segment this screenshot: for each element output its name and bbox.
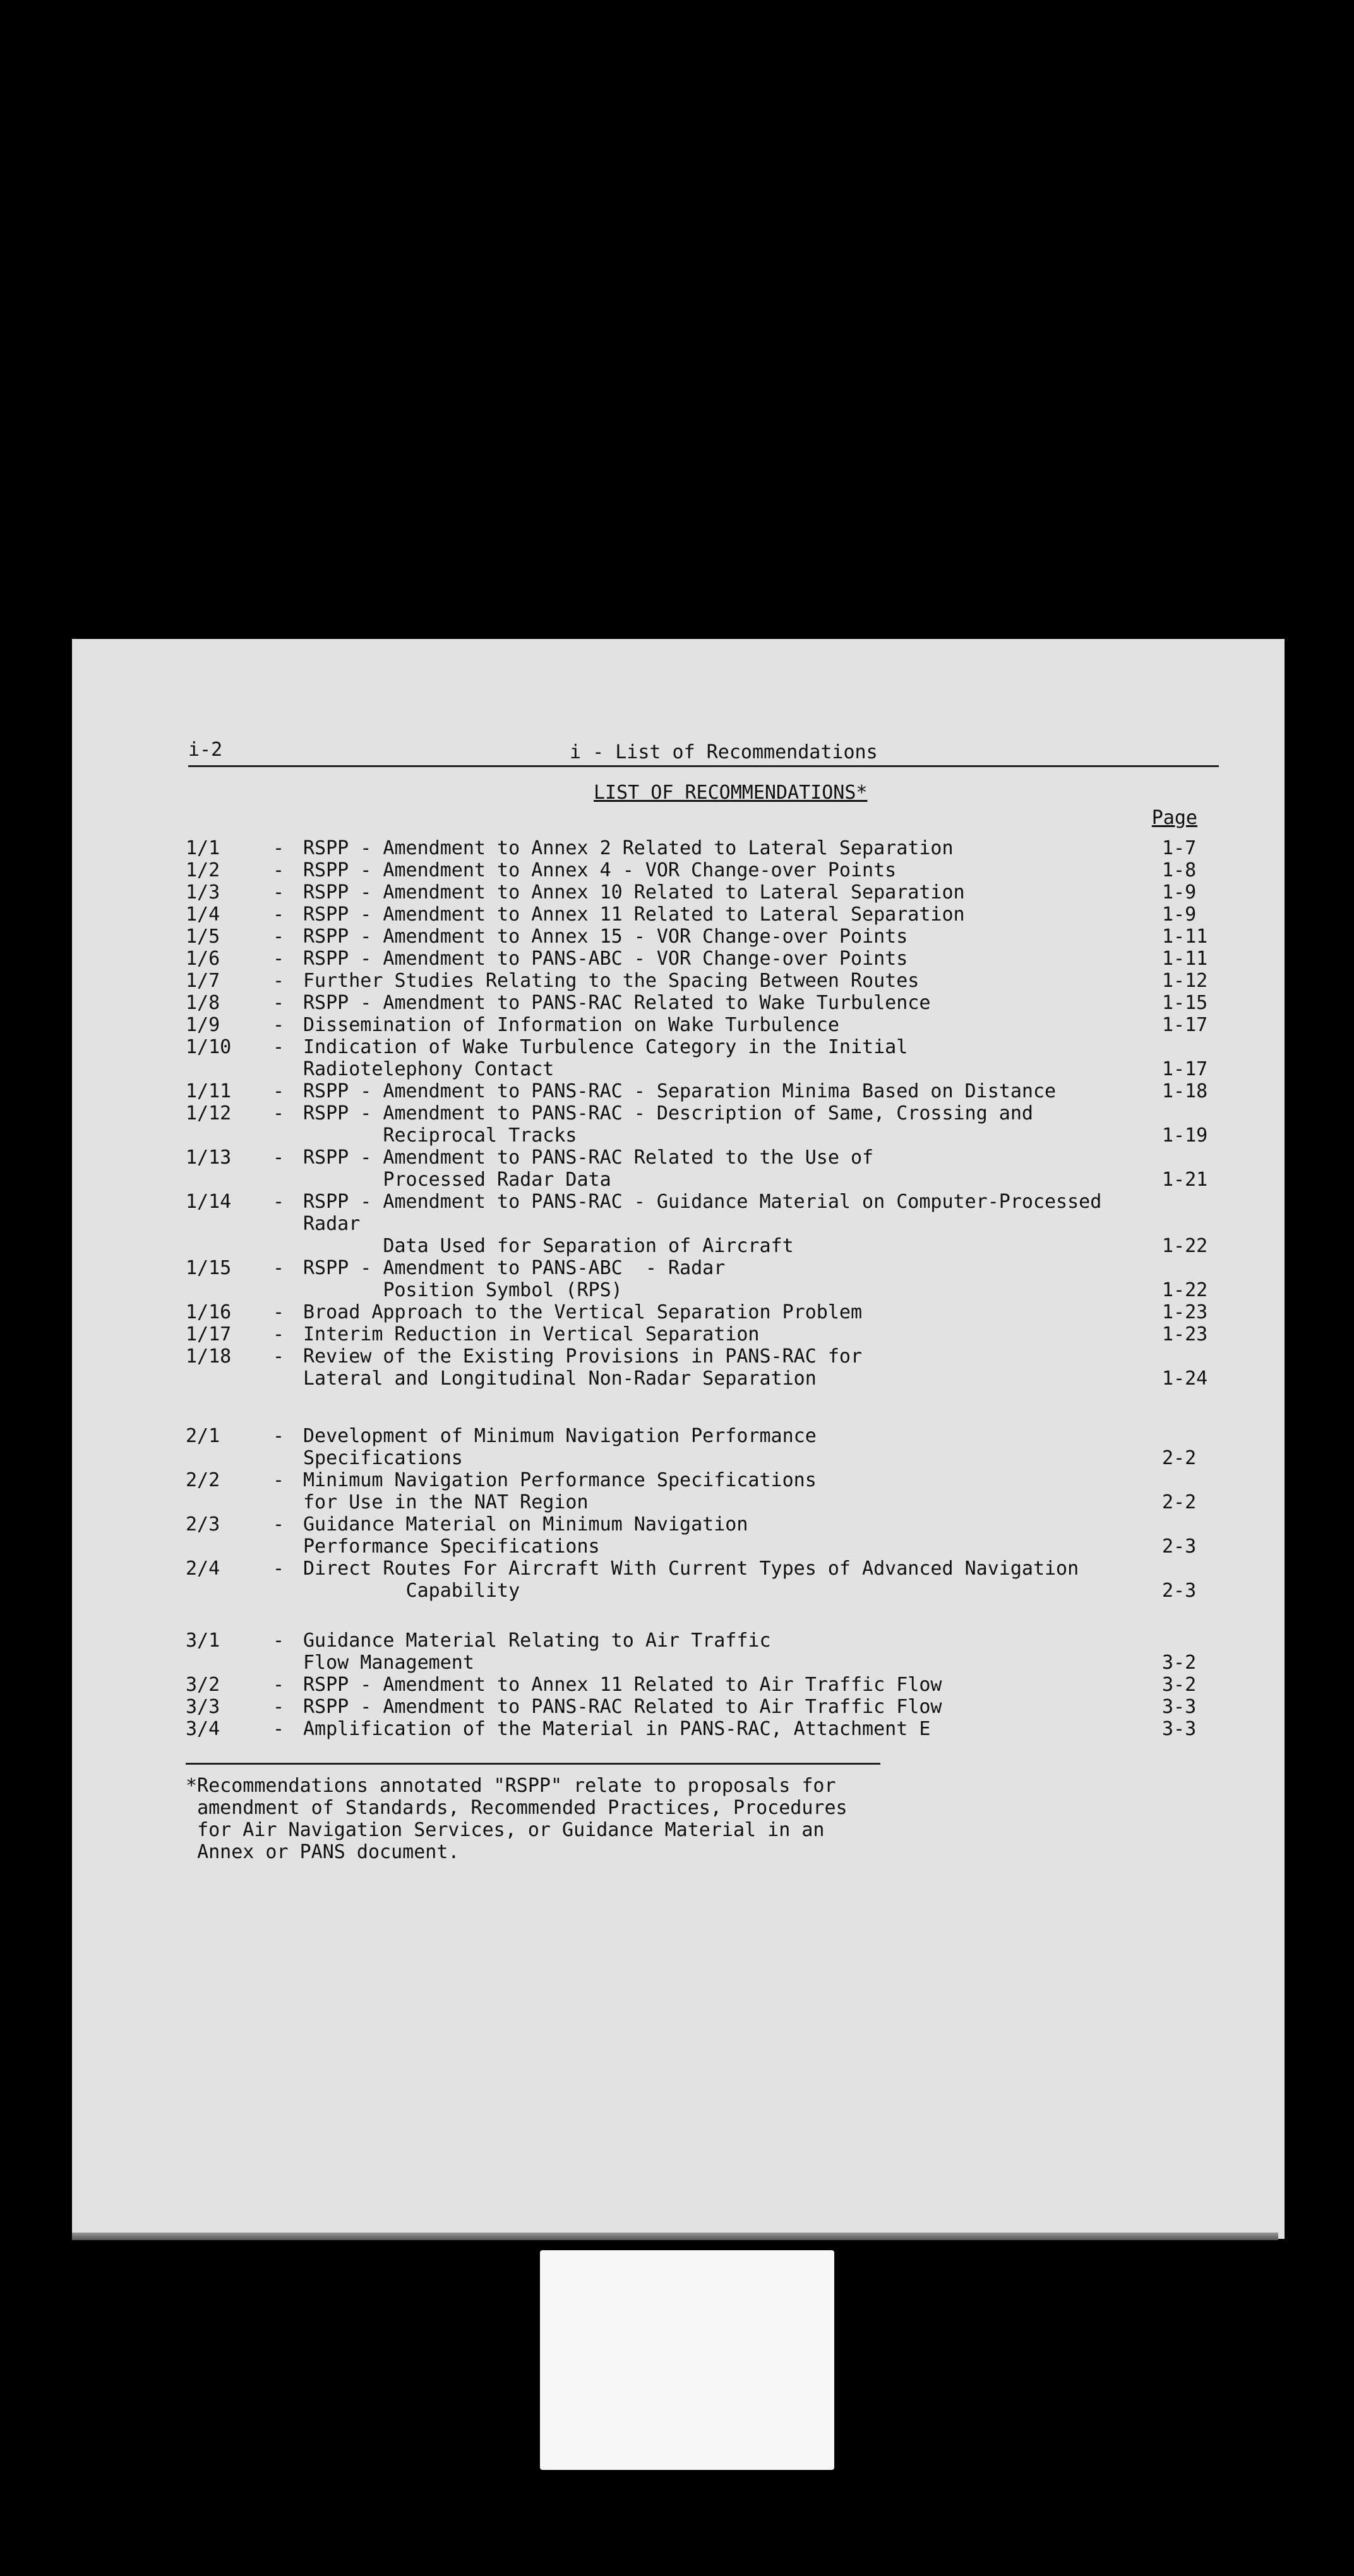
recommendation-dash: - bbox=[273, 1301, 285, 1323]
recommendation-title: Interim Reduction in Vertical Separation bbox=[303, 1323, 760, 1345]
recommendation-row bbox=[186, 837, 1219, 859]
group-spacer bbox=[186, 1390, 1219, 1425]
recommendation-title: RSPP - Amendment to PANS-RAC Related to Air Traffic Flow bbox=[303, 1696, 942, 1718]
recommendation-title: RSPP - Amendment to Annex 11 Related to Air Traffic Flow bbox=[303, 1674, 942, 1696]
recommendation-page: 1-23 bbox=[1162, 1301, 1208, 1323]
recommendation-number: 1/1 bbox=[186, 837, 220, 859]
recommendation-dash: - bbox=[273, 1513, 285, 1535]
recommendation-dash: - bbox=[273, 1696, 285, 1718]
recommendation-dash: - bbox=[273, 1718, 285, 1740]
running-header bbox=[188, 734, 1219, 767]
recommendation-number: 1/5 bbox=[186, 926, 220, 948]
recommendation-dash: - bbox=[273, 859, 285, 881]
recommendation-number: 1/6 bbox=[186, 948, 220, 970]
recommendation-dash: - bbox=[273, 948, 285, 970]
recommendation-number: 1/2 bbox=[186, 859, 220, 881]
recommendation-page: 2-2 bbox=[1162, 1491, 1197, 1513]
group-spacer bbox=[186, 1602, 1219, 1630]
footnote: *Recommendations annotated "RSPP" relate to proposals for amendment of Standards, Recommended Practices, Procedures for Air Navigation Services, or Guidance Material in an Annex or PANS document. bbox=[186, 1763, 880, 1863]
recommendation-number: 1/3 bbox=[186, 881, 220, 903]
recommendation-number: 1/13 bbox=[186, 1147, 232, 1169]
recommendation-page: 1-12 bbox=[1162, 970, 1208, 992]
recommendation-dash: - bbox=[273, 1147, 285, 1169]
recommendation-row bbox=[186, 948, 1219, 970]
recommendation-page: 1-9 bbox=[1162, 903, 1197, 926]
recommendation-title: Review of the Existing Provisions in PANS-RAC for Lateral and Longitudinal Non-Radar Separation bbox=[303, 1345, 863, 1390]
recommendation-number: 3/4 bbox=[186, 1718, 220, 1740]
recommendation-dash: - bbox=[273, 1080, 285, 1102]
recommendation-page: 3-3 bbox=[1162, 1718, 1197, 1740]
list-title: LIST OF RECOMMENDATIONS* bbox=[594, 782, 868, 804]
recommendation-number: 1/8 bbox=[186, 992, 220, 1014]
recommendation-number: 1/16 bbox=[186, 1301, 232, 1323]
recommendation-title: Indication of Wake Turbulence Category in the Initial Radiotelephony Contact bbox=[303, 1036, 908, 1080]
recommendation-page: 1-8 bbox=[1162, 859, 1197, 881]
recommendation-row bbox=[186, 1257, 1219, 1301]
recommendation-number: 1/9 bbox=[186, 1014, 220, 1036]
recommendation-title: Direct Routes For Aircraft With Current Types of Advanced Navigation Capability bbox=[303, 1558, 1079, 1602]
recommendation-row bbox=[186, 859, 1219, 881]
recommendation-number: 1/11 bbox=[186, 1080, 232, 1102]
recommendation-row bbox=[186, 1425, 1219, 1469]
recommendation-row bbox=[186, 1102, 1219, 1147]
recommendation-title: RSPP - Amendment to PANS-RAC - Guidance Material on Computer-Processed Radar Data Used for Separation of Aircraft bbox=[303, 1191, 1102, 1257]
recommendation-title: RSPP - Amendment to PANS-ABC - VOR Change-over Points bbox=[303, 948, 908, 970]
recommendation-page: 2-3 bbox=[1162, 1535, 1197, 1558]
recommendation-dash: - bbox=[273, 1425, 285, 1447]
recommendation-number: 1/10 bbox=[186, 1036, 232, 1058]
recommendation-page: 1-18 bbox=[1162, 1080, 1208, 1102]
recommendation-row bbox=[186, 1696, 1219, 1718]
recommendation-page: 1-24 bbox=[1162, 1368, 1208, 1390]
recommendation-dash: - bbox=[273, 1345, 285, 1368]
recommendation-number: 2/1 bbox=[186, 1425, 220, 1447]
recommendation-page: 1-11 bbox=[1162, 926, 1208, 948]
recommendation-dash: - bbox=[273, 926, 285, 948]
blank-label-card bbox=[540, 2250, 834, 2470]
recommendation-dash: - bbox=[273, 881, 285, 903]
recommendation-dash: - bbox=[273, 1469, 285, 1491]
recommendation-page: 2-3 bbox=[1162, 1580, 1197, 1602]
recommendation-dash: - bbox=[273, 903, 285, 926]
recommendation-row bbox=[186, 1080, 1219, 1102]
recommendation-title: RSPP - Amendment to PANS-RAC - Separation Minima Based on Distance bbox=[303, 1080, 1057, 1102]
recommendation-page: 1-23 bbox=[1162, 1323, 1208, 1345]
recommendation-row bbox=[186, 1513, 1219, 1558]
recommendation-dash: - bbox=[273, 1036, 285, 1058]
recommendation-page: 1-7 bbox=[1162, 837, 1197, 859]
recommendation-title: RSPP - Amendment to Annex 2 Related to Lateral Separation bbox=[303, 837, 954, 859]
recommendation-row bbox=[186, 881, 1219, 903]
recommendation-page: 1-17 bbox=[1162, 1058, 1208, 1080]
page-column-heading: Page bbox=[1151, 807, 1197, 829]
recommendation-page: 1-17 bbox=[1162, 1014, 1208, 1036]
recommendation-title: RSPP - Amendment to Annex 11 Related to Lateral Separation bbox=[303, 903, 965, 926]
recommendation-dash: - bbox=[273, 1558, 285, 1580]
recommendation-row bbox=[186, 903, 1219, 926]
recommendation-number: 3/1 bbox=[186, 1630, 220, 1652]
recommendation-page: 1-22 bbox=[1162, 1235, 1208, 1257]
recommendation-dash: - bbox=[273, 1630, 285, 1652]
recommendation-title: Amplification of the Material in PANS-RAC, Attachment E bbox=[303, 1718, 931, 1740]
recommendation-number: 1/15 bbox=[186, 1257, 232, 1279]
recommendation-number: 2/3 bbox=[186, 1513, 220, 1535]
recommendation-dash: - bbox=[273, 1257, 285, 1279]
recommendation-page: 3-3 bbox=[1162, 1696, 1197, 1718]
recommendation-row bbox=[186, 1014, 1219, 1036]
recommendation-row bbox=[186, 1630, 1219, 1674]
recommendation-title: RSPP - Amendment to Annex 4 - VOR Change-over Points bbox=[303, 859, 897, 881]
recommendation-row bbox=[186, 1191, 1219, 1257]
recommendation-number: 3/2 bbox=[186, 1674, 220, 1696]
recommendations-list bbox=[186, 837, 1219, 1740]
recommendation-row bbox=[186, 970, 1219, 992]
recommendation-page: 1-21 bbox=[1162, 1169, 1208, 1191]
recommendation-title: Guidance Material on Minimum Navigation Performance Specifications bbox=[303, 1513, 748, 1558]
recommendation-dash: - bbox=[273, 1323, 285, 1345]
recommendation-row bbox=[186, 1147, 1219, 1191]
recommendation-row bbox=[186, 1469, 1219, 1513]
recommendation-dash: - bbox=[273, 970, 285, 992]
recommendation-number: 1/14 bbox=[186, 1191, 232, 1213]
recommendation-title: RSPP - Amendment to Annex 15 - VOR Change-over Points bbox=[303, 926, 908, 948]
document-page bbox=[72, 639, 1285, 2239]
recommendation-title: RSPP - Amendment to PANS-RAC Related to Wake Turbulence bbox=[303, 992, 931, 1014]
recommendation-number: 1/17 bbox=[186, 1323, 232, 1345]
recommendation-title: RSPP - Amendment to PANS-ABC - Radar Position Symbol (RPS) bbox=[303, 1257, 726, 1301]
recommendation-title: Development of Minimum Navigation Performance Specifications bbox=[303, 1425, 817, 1469]
recommendation-row bbox=[186, 992, 1219, 1014]
recommendation-row bbox=[186, 1301, 1219, 1323]
recommendation-title: Broad Approach to the Vertical Separation Problem bbox=[303, 1301, 863, 1323]
recommendation-title: RSPP - Amendment to PANS-RAC - Description of Same, Crossing and Reciprocal Tracks bbox=[303, 1102, 1033, 1147]
recommendation-page: 1-22 bbox=[1162, 1279, 1208, 1301]
recommendation-page: 1-15 bbox=[1162, 992, 1208, 1014]
recommendation-row bbox=[186, 1036, 1219, 1080]
recommendation-row bbox=[186, 1323, 1219, 1345]
recommendation-number: 1/7 bbox=[186, 970, 220, 992]
recommendation-dash: - bbox=[273, 837, 285, 859]
page-edge-shadow bbox=[72, 2233, 1278, 2240]
recommendation-number: 3/3 bbox=[186, 1696, 220, 1718]
recommendation-dash: - bbox=[273, 992, 285, 1014]
recommendation-page: 2-2 bbox=[1162, 1447, 1197, 1469]
recommendation-number: 2/4 bbox=[186, 1558, 220, 1580]
recommendation-number: 1/12 bbox=[186, 1102, 232, 1124]
recommendation-page: 1-19 bbox=[1162, 1124, 1208, 1147]
recommendation-row bbox=[186, 1674, 1219, 1696]
recommendation-title: Guidance Material Relating to Air Traffic Flow Management bbox=[303, 1630, 771, 1674]
recommendation-number: 2/2 bbox=[186, 1469, 220, 1491]
recommendation-row bbox=[186, 1345, 1219, 1390]
recommendation-title: RSPP - Amendment to Annex 10 Related to Lateral Separation bbox=[303, 881, 965, 903]
recommendation-row bbox=[186, 1718, 1219, 1740]
recommendation-page: 1-11 bbox=[1162, 948, 1208, 970]
header-section-title: i - List of Recommendations bbox=[570, 741, 878, 763]
recommendation-number: 1/18 bbox=[186, 1345, 232, 1368]
recommendation-number: 1/4 bbox=[186, 903, 220, 926]
recommendation-dash: - bbox=[273, 1191, 285, 1213]
recommendation-dash: - bbox=[273, 1102, 285, 1124]
recommendation-dash: - bbox=[273, 1674, 285, 1696]
header-page-number: i-2 bbox=[188, 739, 223, 761]
recommendation-page: 1-9 bbox=[1162, 881, 1197, 903]
recommendation-dash: - bbox=[273, 1014, 285, 1036]
recommendation-title: RSPP - Amendment to PANS-RAC Related to the Use of Processed Radar Data bbox=[303, 1147, 874, 1191]
recommendation-title: Dissemination of Information on Wake Turbulence bbox=[303, 1014, 839, 1036]
recommendation-title: Further Studies Relating to the Spacing Between Routes bbox=[303, 970, 920, 992]
recommendation-row bbox=[186, 926, 1219, 948]
recommendation-page: 3-2 bbox=[1162, 1674, 1197, 1696]
recommendation-page: 3-2 bbox=[1162, 1652, 1197, 1674]
recommendation-title: Minimum Navigation Performance Specifications for Use in the NAT Region bbox=[303, 1469, 817, 1513]
recommendation-row bbox=[186, 1558, 1219, 1602]
